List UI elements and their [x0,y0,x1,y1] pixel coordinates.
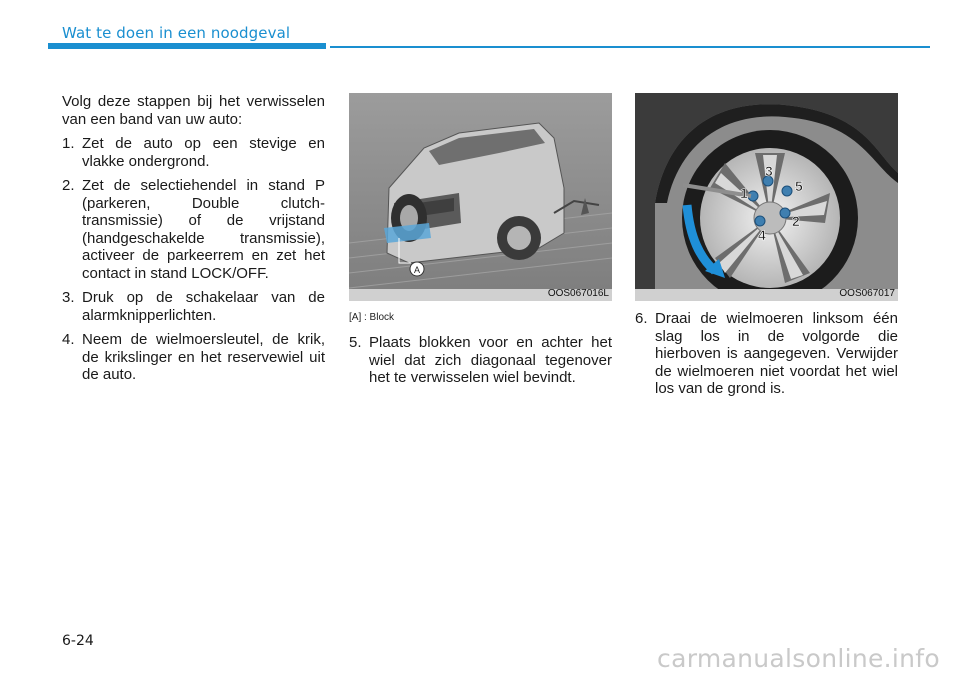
page-number: 6-24 [62,633,94,649]
step-text: Druk op de schakelaar van de alarmknipperlichten. [82,289,325,324]
figure-car-jack [349,93,612,301]
step-text: Zet de auto op een stevige en vlakke ondergrond. [82,135,325,170]
header-rule-thin [330,46,930,48]
step-number: 3. [62,289,75,306]
nut-label-5: 5 [795,178,803,194]
step-number: 2. [62,177,75,194]
figure-wheel-nuts [635,93,898,301]
step-item [62,331,325,384]
wheel-nut-illustration [635,93,898,301]
left-column [62,93,325,391]
step-number: 4. [62,331,75,348]
step-item [349,334,612,387]
step-item [635,310,898,398]
step-number: 6. [635,310,648,327]
middle-column [349,334,612,394]
step-text: Draai de wielmoeren linksom één slag los in de volgorde die hierboven is aangegeven. Verwijder de wielmoeren niet voordat het wiel los van de grond is. [655,310,898,397]
nut-label-2: 2 [792,213,800,229]
step-number: 5. [349,334,362,351]
header-rule-thick [48,43,326,49]
intro-paragraph: Volg deze stappen bij het verwisselen van een band van uw auto: [62,93,325,128]
car-jack-illustration [349,93,612,301]
nut-label-4: 4 [758,227,766,243]
step-text: Neem de wielmoersleutel, de krik, de krikslinger en het reservewiel uit de auto. [82,331,325,383]
step-item [62,289,325,324]
figure-code: OOS067016L [547,288,609,299]
watermark: carmanualsonline.info [657,644,940,673]
figure-code: OOS067017 [839,288,895,299]
nut-label-3: 3 [765,163,773,179]
step-item [62,135,325,170]
step-item [62,177,325,282]
right-column [635,310,898,405]
step-text: Plaats blokken voor en achter het wiel dat zich diagonaal tegenover het te verwisselen wiel bevindt. [369,334,612,386]
callout-a-label: A [413,265,421,275]
figure-caption: [A] : Block [349,312,395,323]
step-text: Zet de selectiehendel in stand P (parkeren, Double clutch-transmissie) of de vrijstand (handgeschakelde transmissie), activeer de parkeerrem en zet het contact in stand LOCK/OFF. [82,177,325,282]
section-title: Wat te doen in een noodgeval [62,24,291,42]
nut-label-1: 1 [740,185,748,201]
step-number: 1. [62,135,75,152]
